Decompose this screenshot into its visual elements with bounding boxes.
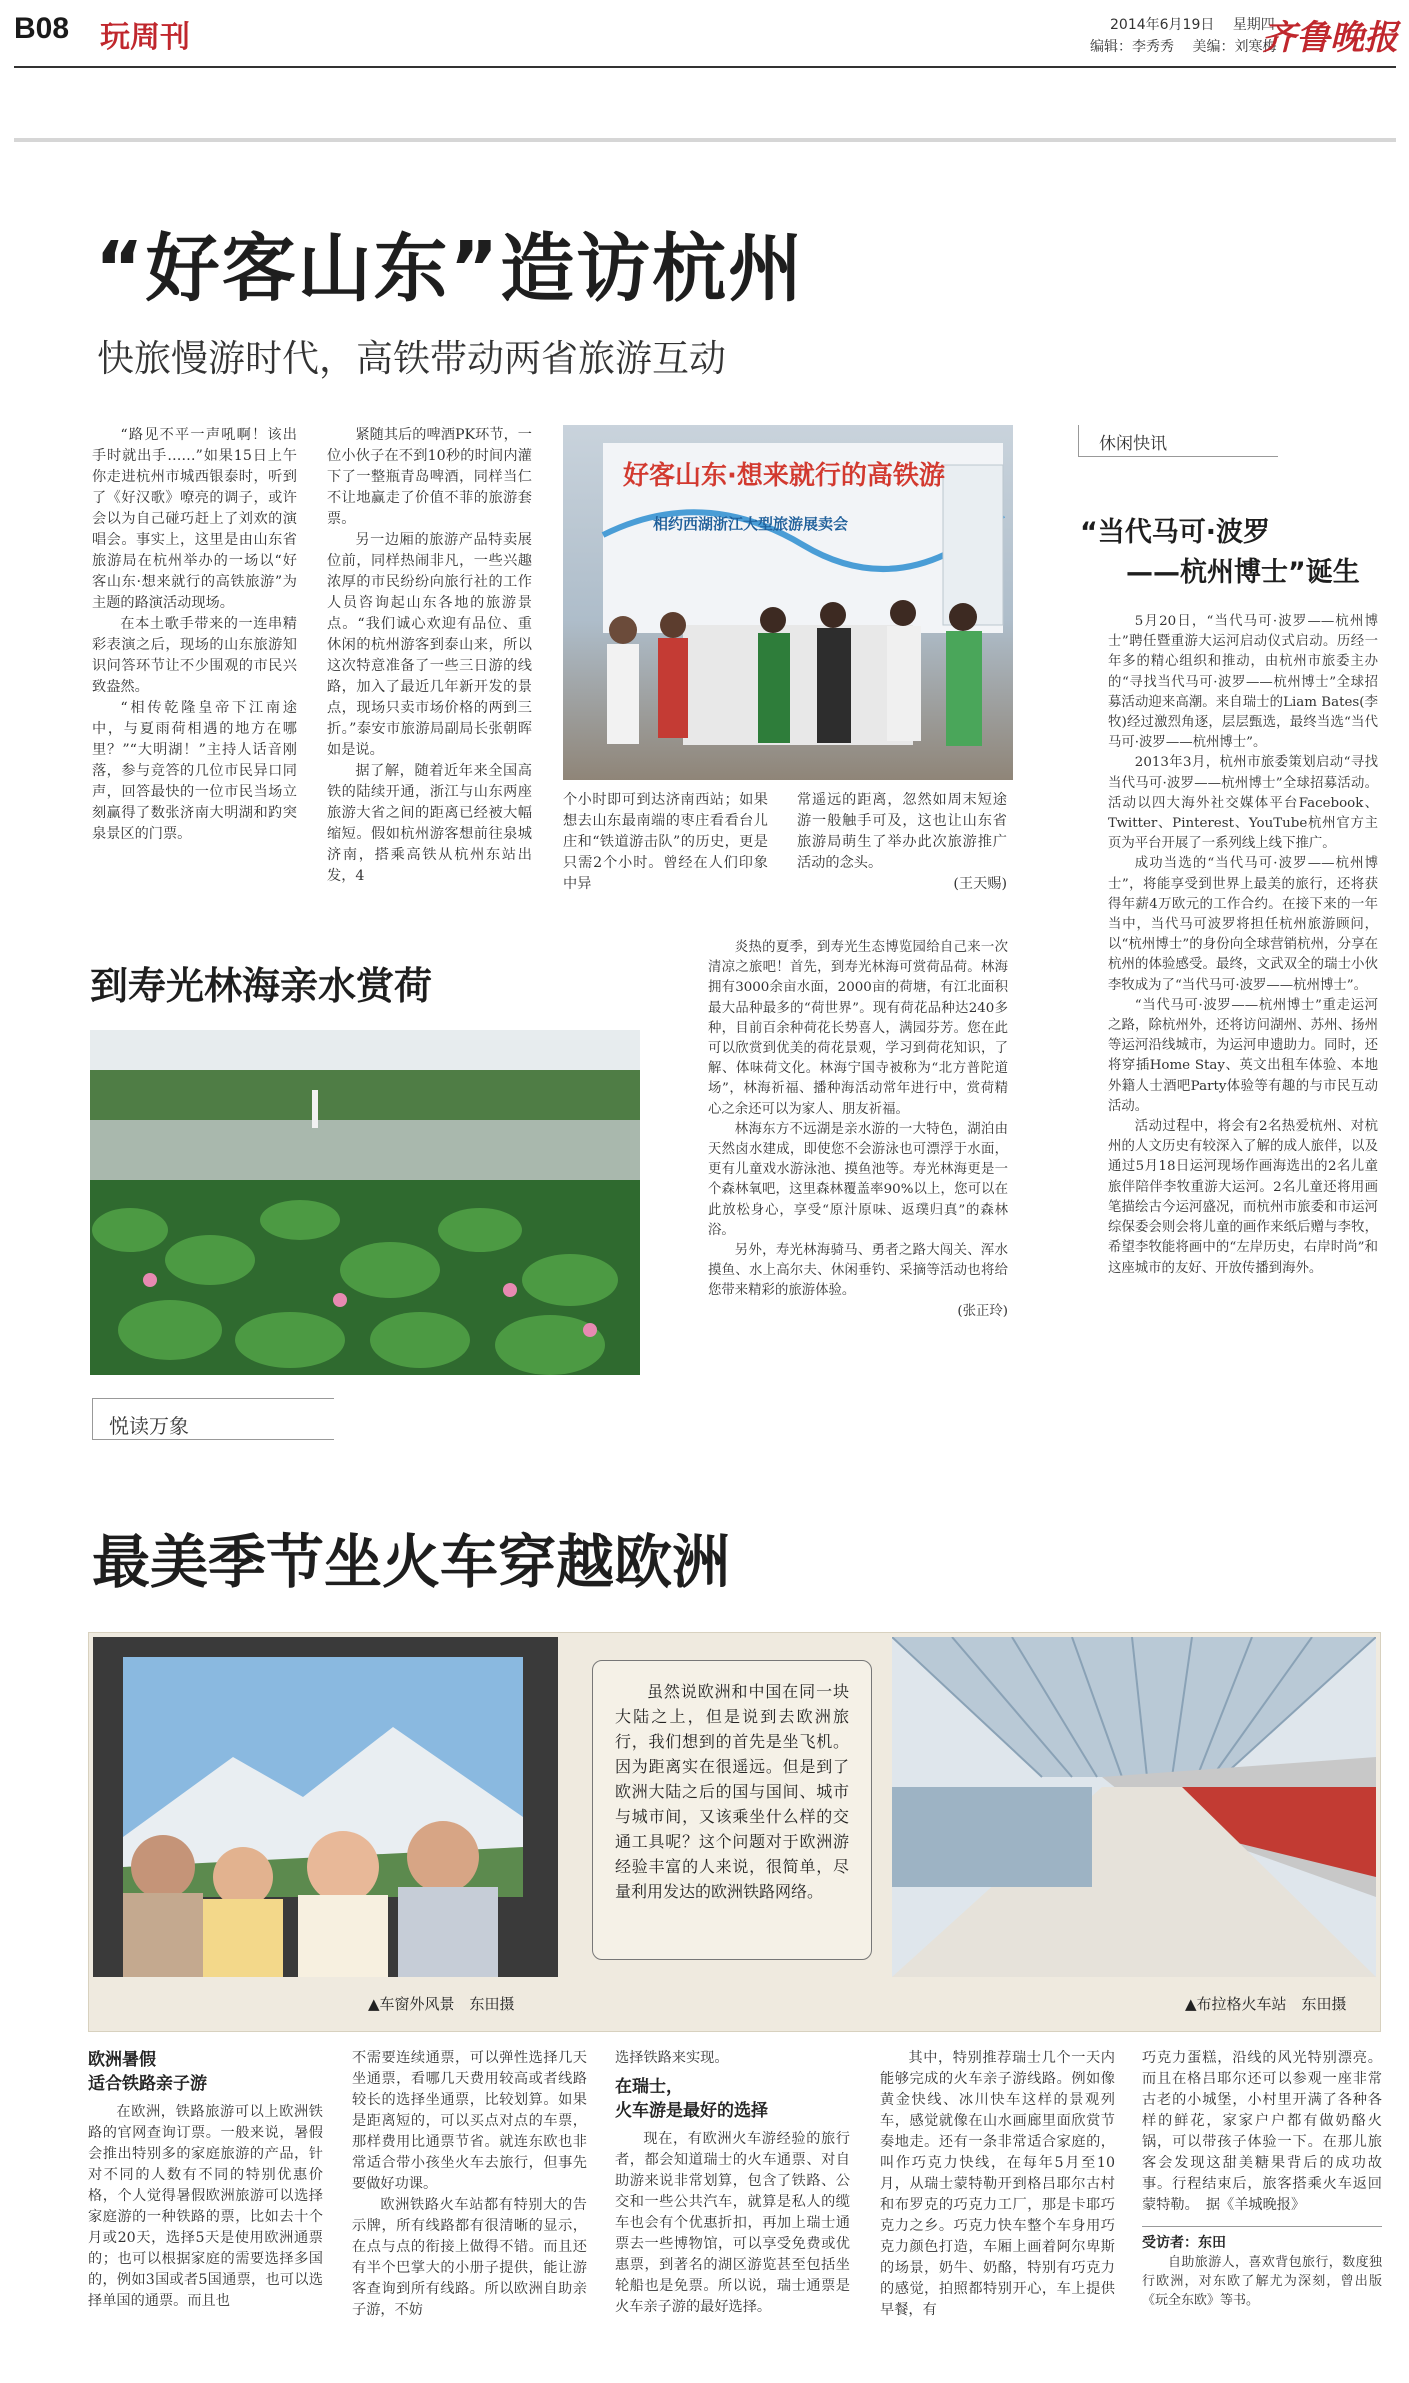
paragraph: 活动过程中，将会有2名热爱杭州、对杭州的人文历史有较深入了解的成人旅伴，以及通过5月18日运河现场作画海选出的2名儿童旅伴陪伴李牧重游大运河。2名儿童还将用画笔描绘古今运河盛况，而杭州市旅委和市运河综保委会则会将儿童的画作来纸后赠与李牧，希望李牧能将画中的“左岸历史，右岸时尚”和这座城市的友好、开放传播到海外。 xyxy=(1108,1119,1378,1276)
article2-title: 到寿光林海亲水赏荷 xyxy=(90,964,433,1008)
promotion-event-photo xyxy=(563,425,1013,780)
banner-slogan: 好客山东·想来就行的高铁游 xyxy=(623,461,945,491)
photo-illustration xyxy=(90,1030,640,1375)
paragraph: 另一边厢的旅游产品特卖展位前，同样热闹非凡，一些兴趣浓厚的市民纷纷向旅行社的工作人员咨询起山东各地的旅游景点。“我们诚心欢迎有品位、重休闲的杭州游客到泰山来，所以这次特意准备了一些三日游的线路，加入了最近几年新开发的景点，现场只卖市场价格的两到三折。”泰安市旅游局副局长张朝晖如是说。 xyxy=(327,532,532,758)
artist-credit: 美编：刘寒梅 xyxy=(1192,39,1277,55)
paragraph: 其中，特别推荐瑞士几个一天内能够完成的火车亲子游线路。例如像黄金快线、冰川快车这样的景观列车，感觉就像在山水画廊里面欣赏节奏地走。还有一条非常适合家庭的，叫作巧克力快线，在每年5月至10月，从瑞士蒙特勒开到格吕耶尔古村和布罗克的巧克力工厂，那是卡耶巧克力之乡。巧克力快车整个车身用巧克力颜色打造，车厢上画着阿尔卑斯的场景，奶牛、奶酪，特别有巧克力的感觉，拍照都特别开心，车上提供早餐，有 xyxy=(880,2050,1115,2318)
paragraph: 在欧洲，铁路旅游可以上欧洲铁路的官网查询订票。一般来说，暑假会推出特别多的家庭旅游的产品，针对不同的人数有不同的特别优惠价格，个人觉得暑假欧洲旅游可以选择家庭游的一种铁路的票，比如去十个月或20天，选择5天是使用欧洲通票的；也可以根据家庭的需要选择多国的，例如3国或者5国通票，也可以选择单国的通票。而且也 xyxy=(88,2104,323,2309)
col5-body xyxy=(1142,2048,1382,2216)
credit-line xyxy=(1090,36,1276,56)
newspaper-logo: 齐鲁晚报 xyxy=(1262,18,1398,58)
col1-heading-2: 适合铁路亲子游 xyxy=(88,2074,207,2094)
article2-author: (张正玲) xyxy=(957,1303,1008,1319)
paragraph: 紧随其后的啤酒PK环节，一位小伙子在不到10秒的时间内灌下了一整瓶青岛啤酒，同样当仁不让地赢走了价值不菲的旅游套票。 xyxy=(327,427,532,527)
article1-subtitle: 快旅慢游时代，高铁带动两省旅游互动 xyxy=(97,337,726,380)
paragraph: 欧洲铁路火车站都有特别大的告示牌，所有线路都有很清晰的显示，在点与点的衔接上做得不错。而且还有半个巴掌大的小册子提供，能让游客查询到所有线路。所以欧洲自助亲子游，不妨 xyxy=(352,2197,587,2318)
caption-right: ▲布拉格火车站 东田摄 xyxy=(1185,1995,1347,2013)
photo-illustration xyxy=(93,1637,558,1977)
col3-heading-1: 在瑞士， xyxy=(615,2077,683,2097)
article3-label-box xyxy=(92,1398,334,1440)
guest-label: 受访者：东田 xyxy=(1142,2235,1226,2251)
col1-heading-1: 欧洲暑假 xyxy=(88,2050,156,2070)
paragraph: 成功当选的“当代马可·波罗——杭州博士”，将能享受到世界上最美的旅行，还将获得年薪4万欧元的工作合约。在接下来的一年当中，当代马可波罗将担任杭州旅游顾问，以“杭州博士”的身份向全球营销杭州，分享在杭州的体验感受。最终，文武双全的瑞士小伙李牧成为了“当代马可·波罗——杭州博士”。 xyxy=(1108,856,1378,993)
sidebar-label-box xyxy=(1078,425,1278,457)
paragraph: “路见不平一声吼啊！该出手时就出手……”如果15日上午你走进杭州市城西银泰时，听到了《好汉歌》嘹亮的调子，或许会以为自己碰巧赶上了刘欢的演唱会。事实上，这里是由山东省旅游局在杭州举办的一场以“好客山东·想来就行的高铁旅游”为主题的路演活动现场。 xyxy=(92,427,297,611)
article1-column-2 xyxy=(327,425,532,887)
sidebar-label: 休闲快讯 xyxy=(1099,434,1167,454)
paragraph: 2013年3月，杭州市旅委策划启动“寻找当代马可·波罗——杭州博士”全球招募活动。活动以四大海外社交媒体平台Facebook、Twitter、Pinterest、YouTube杭州官方主页为平台开展了一系列线上线下推广。 xyxy=(1108,755,1378,852)
paragraph: “当代马可·波罗——杭州博士”重走运河之路，除杭州外，还将访问湖州、苏州、扬州等运河沿线城市，为运河申遗助力。同时，还将穿插Home Stay、英文出租车体验、本地外籍人士酒吧Party体验等有趣的与市民互动活动。 xyxy=(1108,997,1378,1114)
article2-body xyxy=(708,938,1008,1322)
article3-column-1 xyxy=(88,2048,323,2312)
col3-heading-2: 火车游是最好的选择 xyxy=(615,2101,768,2121)
caption-left: ▲车窗外风景 东田摄 xyxy=(368,1995,515,2013)
header-divider xyxy=(14,66,1396,68)
lotus-pond-photo xyxy=(90,1030,640,1375)
article3-label: 悦读万象 xyxy=(109,1414,189,1438)
paragraph: 不需要连续通票，可以弹性选择几天坐通票，看哪几天费用较高或者线路较长的选择坐通票，比较划算。如果是距离短的，可以买点对点的车票，那样费用比通票节省。就连东欧也非常适合带小孩坐火车去旅行，但事先要做好功课。 xyxy=(352,2050,587,2192)
article3-column-5 xyxy=(1142,2048,1382,2310)
header-band xyxy=(14,138,1396,142)
section-name: 玩周刊 xyxy=(100,20,190,55)
paragraph: 在本土歌手带来的一连串精彩表演之后，现场的山东旅游知识问答环节让不少围观的市民兴致盎然。 xyxy=(92,616,297,695)
col3-lead: 选择铁路来实现。 xyxy=(615,2050,729,2066)
paragraph: 巧克力蛋糕，沿线的风光特别漂亮。而且在格吕耶尔还可以参观一座非常古老的小城堡，小村里开满了各种各样的鲜花，家家户户都有做奶酪火锅，可以带孩子体验一下。在那儿旅客会发现这甜美糖果背后的成功故事。行程结束后，旅客搭乘火车返回蒙特勒。 据《羊城晚报》 xyxy=(1142,2050,1382,2213)
col3-body xyxy=(615,2129,850,2318)
article3-column-3 xyxy=(615,2048,850,2318)
paragraph: 现在，有欧洲火车游经验的旅行者，都会知道瑞士的火车通票、对自助游来说非常划算，包含了铁路、公交和一些公共汽车，就算是私人的缆车也会有个优惠折扣，再加上瑞士通票去一些博物馆，可以享受免费或优惠票，到著名的湖区游览甚至包括坐轮船也是免票。所以说，瑞士通票是火车亲子游的最好选择。 xyxy=(615,2131,850,2315)
editor-credit: 编辑：李秀秀 xyxy=(1090,39,1174,55)
banner-subtitle: 相约西湖浙江大型旅游展卖会 xyxy=(653,515,849,533)
paragraph: 5月20日，“当代马可·波罗——杭州博士”聘任暨重游大运河启动仪式启动。历经一年多的精心组织和推动，由杭州市旅委主办的“寻找当代马可·波罗——杭州博士”全球招募活动迎来高潮。来自瑞士的Liam Bates(李牧)经过激烈角逐，层层甄选，最终当选“当代马可·波罗——杭州博士”。 xyxy=(1108,614,1378,751)
date-text: 2014年6月19日 xyxy=(1110,17,1215,33)
article3-column-2 xyxy=(352,2048,587,2321)
article1-column-1 xyxy=(92,425,297,845)
paragraph: 炎热的夏季，到寿光生态博览园给自己来一次清凉之旅吧！首先，到寿光林海可赏荷品荷。林海拥有3000余亩水面，2000亩的荷塘，有江北面积最大品种最多的“荷世界”。现有荷花品种达240多种，目前百余种荷花长势喜人，满园芬芳。您在此可以欣赏到优美的荷花景观，学习到荷花知识，了解、体味荷文化。林海宁国寺被称为“北方普陀道场”，林海祈福、播种海活动常年进行中，赏荷精心之余还可以为家人、朋友祈福。 xyxy=(708,940,1008,1117)
article1-author: (王天赐) xyxy=(953,876,1007,892)
sidebar-title xyxy=(1080,513,1360,593)
article3-column-4 xyxy=(880,2048,1115,2321)
intro-box xyxy=(592,1660,872,1960)
paragraph: 另外，寿光林海骑马、勇者之路大闯关、浑水摸鱼、水上高尔夫、休闲垂钓、采摘等活动也将给您带来精彩的旅游体验。 xyxy=(708,1243,1008,1299)
intro-text: 虽然说欧洲和中国在同一块大陆之上，但是说到去欧洲旅行，我们想到的首先是坐飞机。因为距离实在很遥远。但是到了欧洲大陆之后的国与国间、城市与城市间，又该乘坐什么样的交通工具呢？这个问题对于欧洲游经验丰富的人来说，很简单，尽量利用发达的欧洲铁路网络。 xyxy=(615,1682,849,1901)
paragraph: 个小时即可到达济南西站；如果想去山东最南端的枣庄看看台儿庄和“铁道游击队”的历史，更是只需2个小时。曾经在人们印象中异 xyxy=(563,792,768,892)
photo-illustration xyxy=(892,1637,1376,1977)
article1-column-3 xyxy=(563,790,768,895)
sidebar-body xyxy=(1108,612,1378,1279)
paragraph: 林海东方不远湖是亲水游的一大特色，湖泊由天然卤水建成，即使您不会游泳也可漂浮于水面，更有儿童戏水游泳池、摸鱼池等。寿光林海更是一个森林氧吧，这里森林覆盖率90%以上，您可以在此放松身心，享受“原汁原味、返璞归真”的森林浴。 xyxy=(708,1121,1008,1238)
sidebar-title-line1: “当代马可·波罗 xyxy=(1080,517,1271,548)
issue-date xyxy=(1110,14,1275,34)
article1-column-4 xyxy=(797,790,1007,895)
prague-station-photo xyxy=(892,1637,1376,1977)
train-window-photo xyxy=(93,1637,558,1977)
page-number: B08 xyxy=(14,12,70,45)
article3-label-rule xyxy=(92,1398,334,1399)
article1-title: “好客山东”造访杭州 xyxy=(95,226,805,312)
paragraph: 常遥远的距离，忽然如周末短途游一般触手可及，这也让山东省旅游局萌生了举办此次旅游推广活动的念头。 xyxy=(797,792,1007,871)
guest-description: 自助旅游人，喜欢背包旅行，数度独行欧洲，对东欧了解尤为深刻，曾出版《玩全东欧》等书。 xyxy=(1142,2255,1382,2308)
guest-divider xyxy=(1142,2226,1382,2227)
weekday-text: 星期四 xyxy=(1232,17,1275,33)
col1-body xyxy=(88,2102,323,2312)
paragraph: 据了解，随着近年来全国高铁的陆续开通，浙江与山东两座旅游大省之间的距离已经被大幅缩短。假如杭州游客想前往泉城济南，搭乘高铁从杭州东站出发，4 xyxy=(327,763,532,884)
article3-title: 最美季节坐火车穿越欧洲 xyxy=(92,1528,731,1596)
paragraph: “相传乾隆皇帝下江南途中，与夏雨荷相遇的地方在哪里？”“大明湖！”主持人话音刚落，参与竞答的几位市民异口同声，回答最快的一位市民当场立刻赢得了数张济南大明湖和趵突泉景区的门票。 xyxy=(92,700,297,842)
sidebar-title-line2: ——杭州博士”诞生 xyxy=(1126,557,1360,588)
